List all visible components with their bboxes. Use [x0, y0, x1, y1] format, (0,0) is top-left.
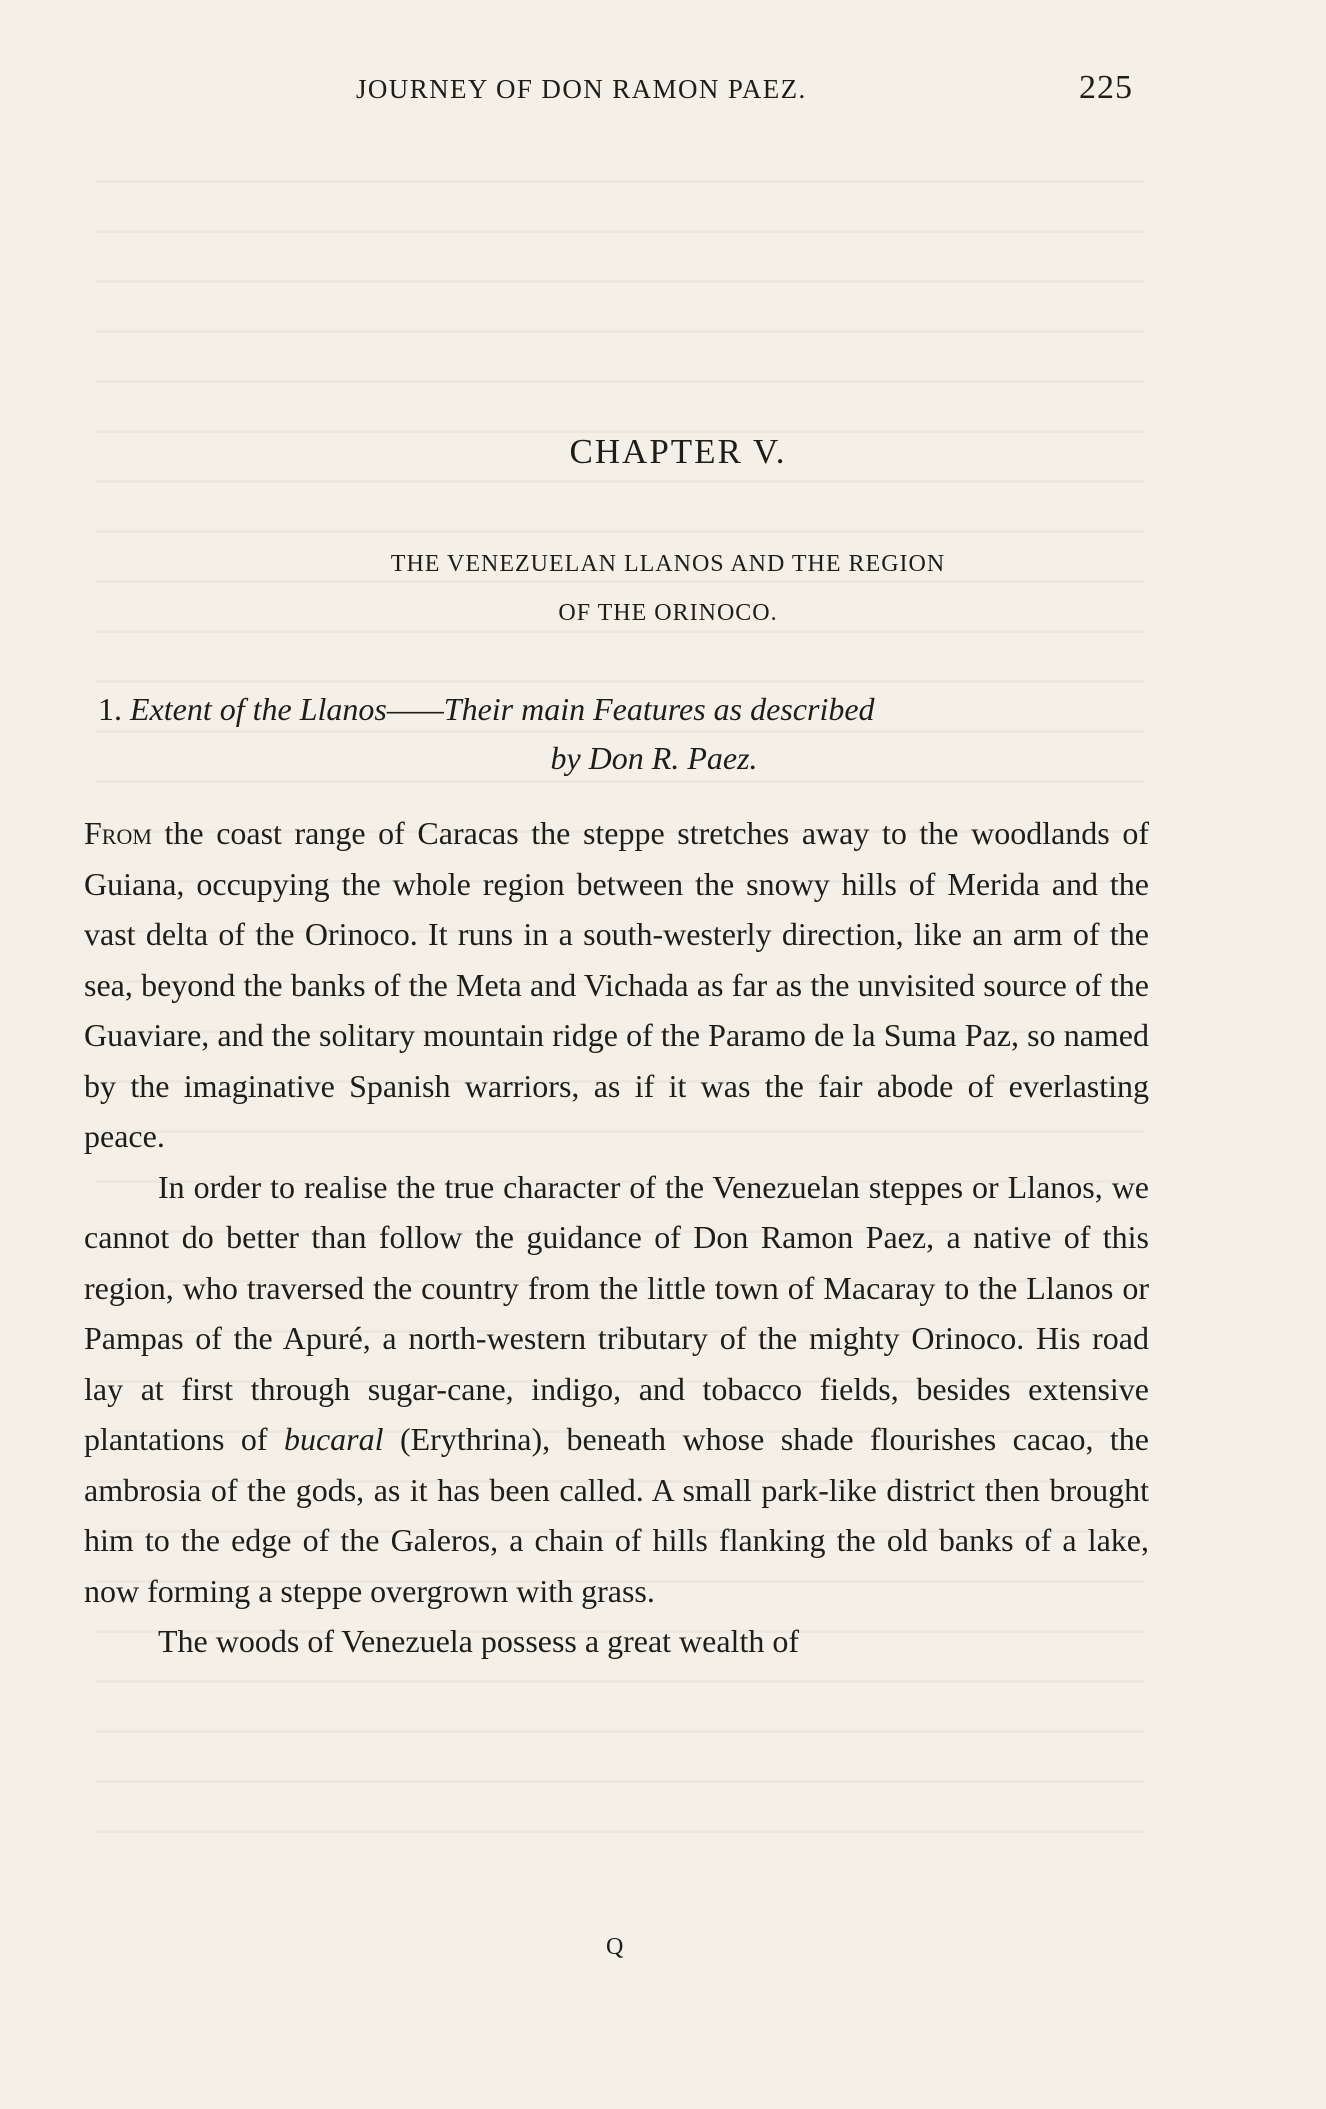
running-title: JOURNEY OF DON RAMON PAEZ.	[356, 74, 807, 104]
section-title-line-2: by Don R. Paez.	[550, 740, 758, 776]
signature-mark: Q	[606, 1934, 624, 1960]
chapter-subtitle-line-1: THE VENEZUELAN LLANOS AND THE REGION	[390, 551, 946, 577]
paragraph-3-text: The woods of Venezuela possess a great wealth of	[158, 1623, 799, 1659]
paragraph-lead-word: From	[84, 815, 152, 851]
section-number: 1.	[98, 691, 122, 727]
chapter-subtitle-line-2: OF THE ORINOCO.	[558, 600, 778, 626]
body-text	[84, 808, 1149, 1667]
italic-term-bucaral: bucaral	[283, 1421, 384, 1457]
section-title-line-1: Extent of the Llanos——Their main Features as described	[130, 691, 875, 727]
paragraph-1-text: the coast range of Caracas the steppe stretches away to the woodlands of Guiana, occupying the whole region between the snowy hills of Merida and the vast delta of the Orinoco. It runs in a south-westerly direction, like an arm of the sea, beyond the banks of the Meta and Vichada as far as the unvisited source of the Guaviare, and the solitary mountain ridge of the Paramo de la Suma Paz, so named by the imaginative Spanish warriors, as if it was the fair abode of everlasting peace.	[84, 815, 1149, 1154]
paragraph-2	[84, 1162, 1149, 1617]
chapter-title: CHAPTER V.	[569, 432, 787, 471]
paragraph-1	[84, 808, 1149, 1162]
running-head	[0, 69, 1326, 112]
paragraph-2-continuation: (Erythrina), beneath whose shade flourishes cacao, the ambrosia of the gods, as it has been called. A small park-like district then brought him to the edge of the Galeros, a chain of hills flanking the old banks of a lake, now forming a steppe overgrown with grass.	[84, 1421, 1150, 1609]
chapter-subtitle	[0, 540, 1326, 638]
paragraph-2-text: In order to realise the true character of the Venezuelan steppes or Llanos, we cannot do better than follow the guidance of Don Ramon Paez, a native of this region, who traversed the country from the little town of Macaray to the Llanos or Pampas of the Apuré, a north-western tributary of the mighty Orinoco. His road lay at first through sugar-cane, indigo, and tobacco fields, besides extensive plantations of	[84, 1168, 1149, 1457]
paragraph-3	[84, 1616, 1149, 1667]
section-heading	[98, 685, 1150, 783]
page-number: 225	[1079, 69, 1133, 106]
